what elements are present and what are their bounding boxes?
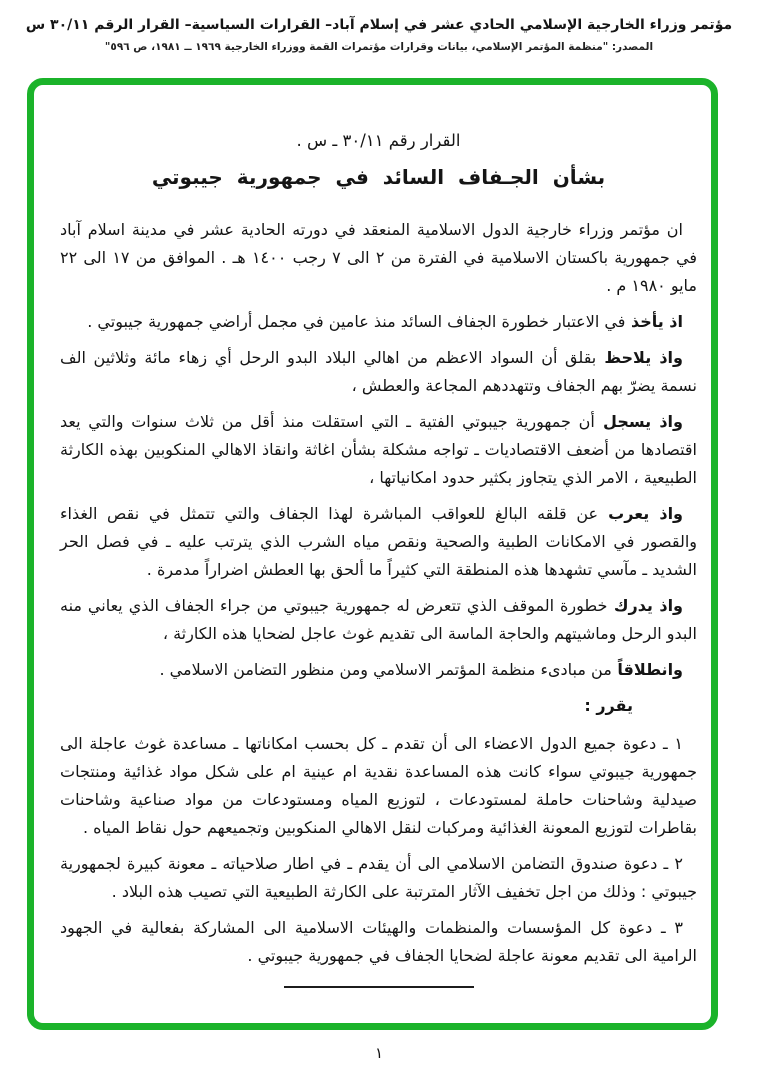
decision-item: ٢ ـ دعوة صندوق التضامن الاسلامي الى أن يقدم ـ في اطار صلاحياته ـ معونة كبيرة لجمهورية جيبوتي : وذلك من اجل تخفيف الآثار المترتبة على الكارثة الطبيعية التي تصيب هذه البلاد . [60, 854, 697, 901]
header-conference-title: مؤتمر وزراء الخارجية الإسلامي الحادي عشر في إسلام آباد– القرارات السياسية– القرار الرقم ٣٠/١١ س [25, 17, 733, 33]
paragraph-lead: واذ يعرب [598, 504, 684, 523]
paragraph-lead: اذ يأخذ [625, 312, 683, 331]
document-header [0, 17, 758, 53]
decides-label: يقرر : [584, 696, 633, 715]
decisions-section [60, 730, 697, 970]
preamble-paragraph: وانطلاقاً من مبادىء منظمة المؤتمر الاسلامي ومن منظور التضامن الاسلامي . [159, 660, 683, 679]
preamble-paragraph: اذ يأخذ في الاعتبار خطورة الجفاف السائد منذ عامين في مجمل أراضي جمهورية جيبوتي . [87, 312, 683, 331]
green-border-frame [27, 78, 718, 1030]
preamble-paragraph: واذ يدرك خطورة الموقف الذي تتعرض له جمهورية جيبوتي من جراء الجفاف الذي يعاني منه البدو الرحل وماشيتهم والحاجة الماسة الى تقديم غوث عاجل لضحايا هذه الكارثة ، [60, 596, 697, 643]
section-divider [284, 986, 474, 988]
paragraph-lead: واذ يلاحظ [596, 348, 683, 367]
preamble-paragraph: واذ يعرب عن قلقه البالغ للعواقب المباشرة لهذا الجفاف والتي تتمثل في نقص الغذاء والقصور في الامكانات الطبية والصحية ونقص مياه الشرب الذي يترتب عليه ـ في فصل الحر الشديد ـ مآسي تشهدها هذه المنطقة التي كثيراً ما ألحق بها العطش اضراراً مدمرة . [60, 504, 697, 579]
header-source-citation: المصدر: "منظمة المؤتمر الإسلامي، بيانات وقرارات مؤتمرات القمة ووزراء الخارجية ١٩٦٩ ــ ١٩٨١، ص ٥٩٦" [104, 41, 654, 53]
paragraph-lead: واذ يدرك [607, 596, 683, 615]
decision-item: ٣ ـ دعوة كل المؤسسات والمنظمات والهيئات الاسلامية الى المشاركة بفعالية في الجهود الرامية الى تقديم معونة عاجلة لضحايا الجفاف في جمهورية جيبوتي . [60, 918, 697, 965]
preamble-paragraph: واذ يسجل أن جمهورية جيبوتي الفتية ـ التي استقلت منذ أقل من ثلاث سنوات والتي يعد اقتصادها من أضعف الاقتصاديات ـ تواجه مشكلة بشأن اغاثة وانقاذ الاهالي المنكوبين بهذه الكارثة الطبيعية ، الامر الذي يتجاوز بكثير حدود امكانياتها ، [60, 412, 697, 487]
resolution-content [34, 85, 711, 988]
resolution-number: القرار رقم ٣٠/١١ ـ س . [296, 131, 461, 150]
paragraph-lead: واذ يسجل [594, 412, 683, 431]
decision-item: ١ ـ دعوة جميع الدول الاعضاء الى أن تقدم ـ كل بحسب امكاناتها ـ مساعدة غوث عاجلة الى جمهورية جيبوتي سواء كانت هذه المساعدة نقدية ام عينية ام على شكل مواد غذائية ومنتجات صيدلية وشاحنات حاملة لمستودعات ، لتوزيع المياه ومستودعات من مواد صناعية وشاحنات بقاطرات لتوزيع المعونة الغذائية ومركبات لنقل الاهالي المنكوبين وتجميعهم حول نقاط المياه . [60, 734, 697, 837]
preamble-paragraph: ان مؤتمر وزراء خارجية الدول الاسلامية المنعقد في دورته الحادية عشر في مدينة اسلام آباد في جمهورية باكستان الاسلامية في الفترة من ٢ الى ٧ رجب ١٤٠٠ هـ . الموافق من ١٧ الى ٢٢ مايو ١٩٨٠ م . [60, 220, 698, 295]
page-number: ١ [374, 1044, 384, 1062]
paragraph-lead: وانطلاقاً [611, 660, 683, 679]
preamble-paragraph: واذ يلاحظ بقلق أن السواد الاعظم من اهالي البلاد البدو الرحل أي زهاء مائة وثلاثين الف نسمة يضرّ بهم الجفاف وتتهددهم المجاعة والعطش ، [60, 348, 697, 395]
resolution-title: بشأن الجـفاف السائد في جمهورية جيبوتي [151, 165, 606, 189]
preamble-section [60, 216, 697, 684]
